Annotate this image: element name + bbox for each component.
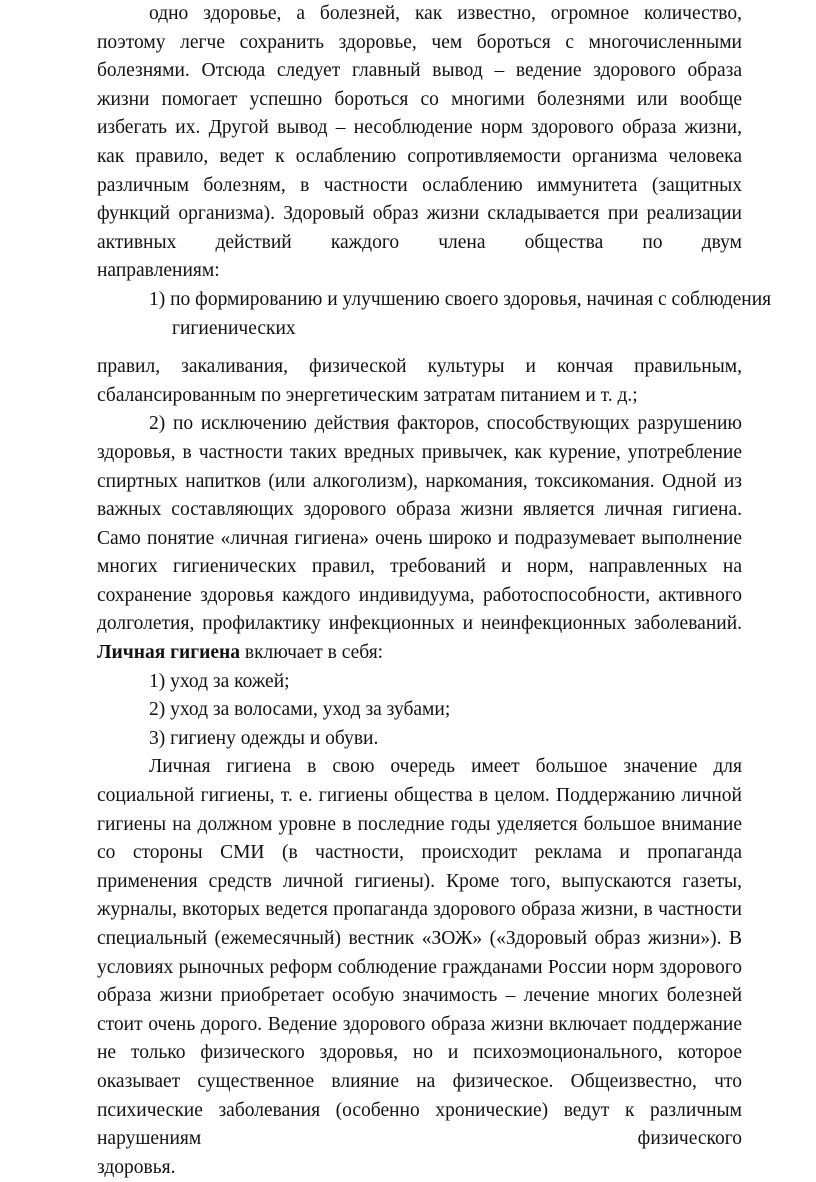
list-item-2-text: 2) по исключению действия факторов, способствующих разрушению здоровья, в частности таких вредных привычек, как курение, употребление спиртных напитков (или алкоголизм), наркомания, токсикомания. Одной из важных составляющих здорового образа жизни является личная гигиена. Само понятие «личная гигиена» очень широко и подразумевает выполнение многих гигиенических правил, требований и норм, направленных на сохранение здоровья каждого индивидуума, работоспособности, активного долголетия, профилактику инфекционных и неинфекционных заболеваний. (97, 413, 742, 635)
paragraph-directions-label: направлениям: (97, 260, 220, 282)
sub-list-item-clothes: 3) гигиену одежды и обуви. (149, 727, 379, 749)
document-page (97, 0, 772, 1182)
list-item-1-body-end: сбалансированным по энергетическим затратам питанием и т. д.; (97, 384, 638, 406)
list-item-1-continuation: гигиенических (172, 317, 296, 339)
paragraph-social-hygiene-end: здоровья. (97, 1156, 176, 1178)
sub-list-item-skin: 1) уход за кожей; (149, 670, 290, 692)
list-item-1-body: правил, закаливания, физической культуры и кончая правильным, (97, 356, 742, 378)
list-item-1-line: 1) по формированию и улучшению своего здоровья, начиная с соблюдения (149, 288, 772, 310)
bold-term-personal-hygiene: Личная гигиена (97, 642, 240, 664)
sub-list-item-hair: 2) уход за волосами, уход за зубами; (149, 699, 451, 721)
paragraph-healthy-lifestyle: одно здоровье, а болезней, как известно, огромное количество, поэтому легче сохранить здоровье, чем бороться с многочисленными болезнями. Отсюда следует главный вывод – ведение здорового образа жизни помогает успешно бороться со многими болезнями или вообще избегать их. Другой вывод – несоблюдение норм здорового образа жизни, как правило, ведет к ослаблению сопротивляемости организма человека различным болезням, в частности ослаблению иммунитета (защитных функций организма). Здоровый образ жизни складывается при реализации активных действий каждого члена общества по двум (97, 3, 742, 253)
paragraph-social-hygiene: Личная гигиена в свою очередь имеет большое значение для социальной гигиены, т. е. гигиены общества в целом. Поддержанию личной гигиены на должном уровне в последние годы уделяется большое внимание со стороны СМИ (в частности, происходит реклама и пропаганда применения средств личной гигиены). Кроме того, выпускаются газеты, журналы, вкоторых ведется пропаганда здорового образа жизни, в частности специальный (ежемесячный) вестник «ЗОЖ» («Здоровый образ жизни»). В условиях рыночных реформ соблюдение гражданами России норм здорового образа жизни приобретает особую значимость – лечение многих болезней стоит очень дорого. Ведение здорового образа жизни включает поддержание не только физического здоровья, но и психоэмоционального, которое оказывает существенное влияние на физическое. Общеизвестно, что психические заболевания (особенно хронические) ведут к различным нарушениям физического (97, 756, 742, 1150)
list-item-2-body (97, 410, 742, 667)
list-item-2-tail: включает в себя: (244, 642, 384, 664)
spacer (97, 343, 742, 353)
